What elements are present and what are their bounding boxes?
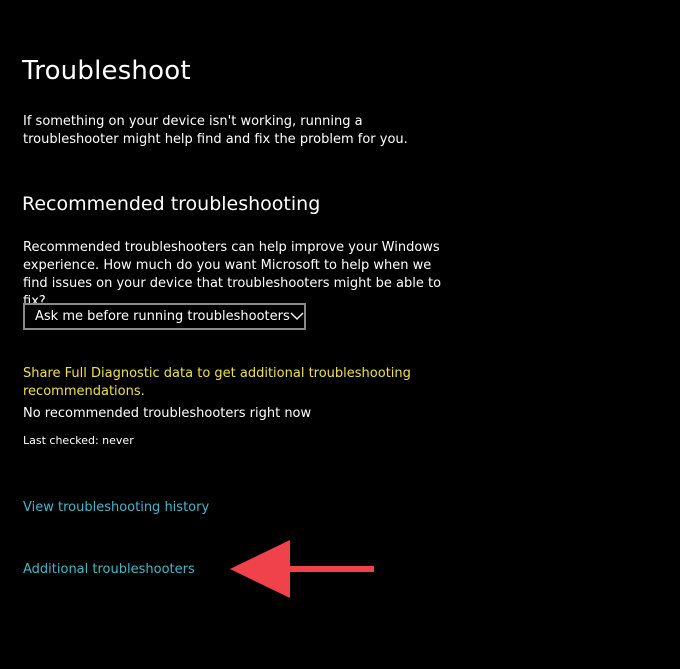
last-checked-text: Last checked: never <box>23 434 134 447</box>
recommended-heading: Recommended troubleshooting <box>22 193 321 215</box>
view-history-link[interactable]: View troubleshooting history <box>23 500 210 515</box>
page-title: Troubleshoot <box>22 56 191 86</box>
additional-troubleshooters-link[interactable]: Additional troubleshooters <box>23 562 195 577</box>
dropdown-selected-value: Ask me before running troubleshooters <box>35 309 290 324</box>
annotation-arrow-icon <box>228 538 378 602</box>
intro-text: If something on your device isn't working, running a troubleshooter might help find and fix the problem for you. <box>23 114 408 147</box>
recommended-status: No recommended troubleshooters right now <box>23 406 312 421</box>
troubleshoot-preference-dropdown[interactable] <box>23 303 306 330</box>
share-diagnostic-data-link[interactable]: Share Full Diagnostic data to get additional troubleshooting recommendations. <box>23 366 411 399</box>
chevron-down-icon <box>290 309 304 325</box>
recommended-description: Recommended troubleshooters can help improve your Windows experience. How much do you want Microsoft to help when we find issues on your device that troubleshooters might be able to fix? <box>23 240 442 309</box>
